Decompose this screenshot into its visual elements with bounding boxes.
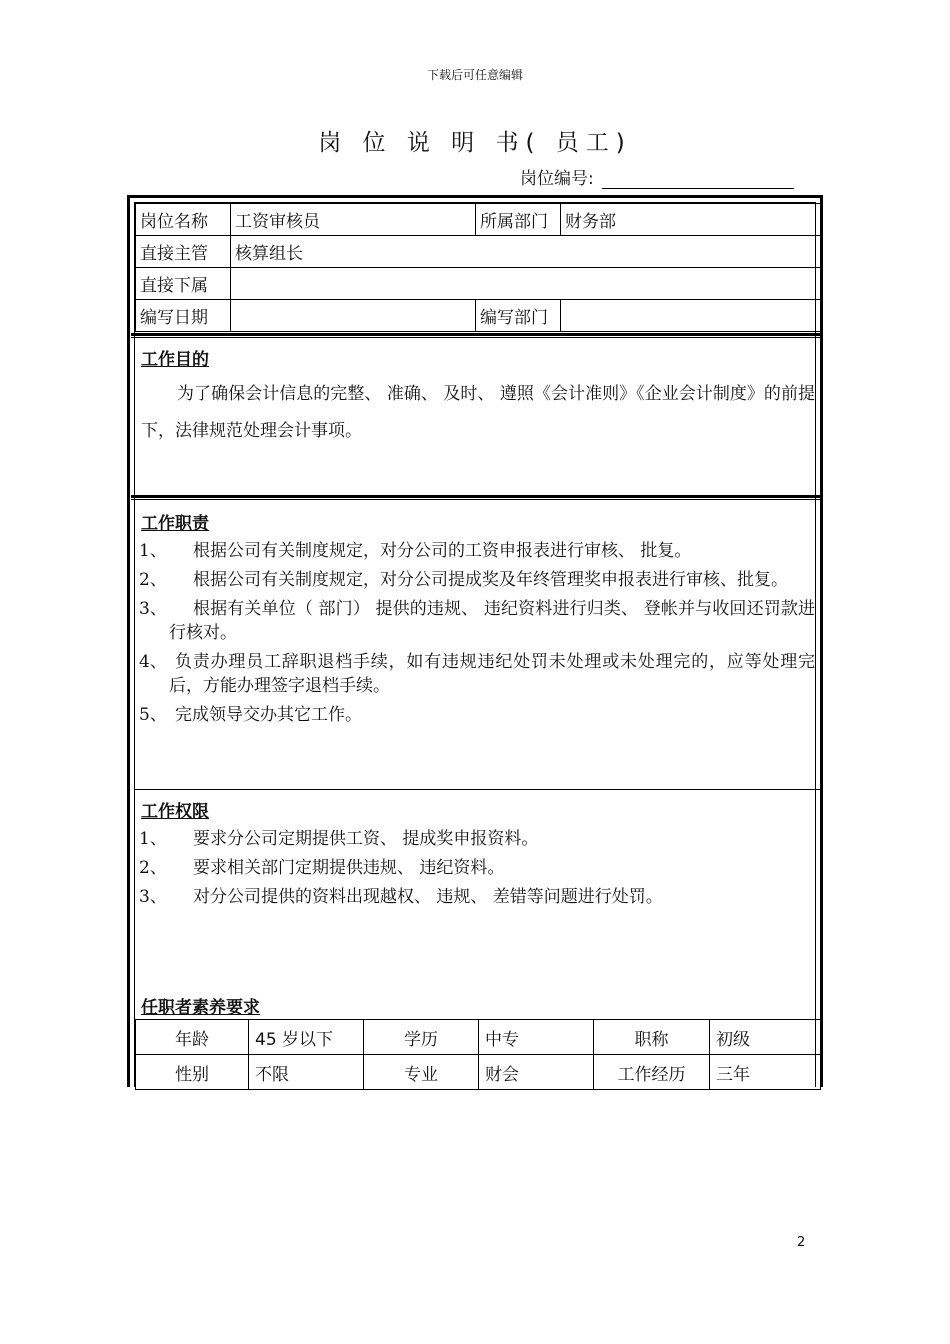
- list-item: 1、 根据公司有关制度规定，对分公司的工资申报表进行审核、 批复。: [139, 541, 692, 561]
- date-label: 编写日期: [136, 300, 231, 332]
- list-item: 3、 对分公司提供的资料出现越权、 违规、 差错等问题进行处罚。: [139, 887, 663, 907]
- document-title: 岗 位 说 明 书( 员工): [318, 130, 632, 156]
- gender-value: 不限: [249, 1055, 364, 1090]
- table-row: [136, 1055, 821, 1090]
- post-number-label: 岗位编号:: [520, 169, 594, 189]
- post-number-field: [520, 164, 794, 189]
- requirements-table: [135, 1019, 821, 1090]
- list-item: 4、 负责办理员工辞职退档手续，如有违规违纪处罚未处理或未处理完的，应等处理完后，方能办理签字退档手续。: [139, 652, 815, 696]
- requirements-title: 任职者素养要求: [141, 998, 260, 1018]
- gender-label: 性别: [136, 1055, 249, 1090]
- dept-label: 所属部门: [476, 204, 561, 236]
- subordinate-value: [231, 268, 821, 300]
- requirements-section: [135, 993, 821, 1018]
- authority-section: [135, 797, 821, 909]
- purpose-title: 工作目的: [141, 350, 209, 370]
- list-item: 2、 根据公司有关制度规定，对分公司提成奖及年终管理奖申报表进行审核、批复。: [139, 570, 788, 590]
- post-name-value: 工资审核员: [231, 204, 476, 236]
- dept-value: 财务部: [561, 204, 821, 236]
- exp-label: 工作经历: [594, 1055, 710, 1090]
- list-item: 3、 根据有关单位（ 部门） 提供的违规、 违纪资料进行归类、 登帐并与收回还罚款进行核对。: [139, 599, 815, 643]
- header-note: 下载后可任意编辑: [426, 68, 523, 82]
- table-row: [136, 1020, 821, 1055]
- list-item: 2、 要求相关部门定期提供违规、 违纪资料。: [139, 858, 505, 878]
- edu-value: 中专: [479, 1020, 594, 1055]
- authority-title: 工作权限: [141, 802, 209, 822]
- major-label: 专业: [364, 1055, 479, 1090]
- writer-dept-label: 编写部门: [476, 300, 561, 332]
- exp-value: 三年: [710, 1055, 821, 1090]
- supervisor-label: 直接主管: [136, 236, 231, 268]
- date-value: [231, 300, 476, 332]
- rank-value: 初级: [710, 1020, 821, 1055]
- purpose-text: 为了确保会计信息的完整、 准确、 及时、 遵照《会计准则》《企业会计制度》的前提下，法律规范处理会计事项。: [141, 384, 815, 441]
- job-description-form: [127, 195, 823, 1087]
- duties-section: [135, 509, 821, 727]
- table-row: [136, 300, 821, 332]
- list-item: 5、 完成领导交办其它工作。: [139, 705, 362, 725]
- duties-title: 工作职责: [141, 514, 209, 534]
- basic-info-table: [135, 203, 821, 332]
- section-divider: [135, 789, 821, 790]
- section-divider: [131, 495, 821, 500]
- writer-dept-value: [561, 300, 821, 332]
- supervisor-value: 核算组长: [231, 236, 821, 268]
- page-number: 2: [797, 1235, 806, 1250]
- post-number-blank: [602, 170, 794, 189]
- rank-label: 职称: [594, 1020, 710, 1055]
- major-value: 财会: [479, 1055, 594, 1090]
- form-inner: [134, 202, 816, 1087]
- age-value: 45 岁以下: [249, 1020, 364, 1055]
- edu-label: 学历: [364, 1020, 479, 1055]
- post-name-label: 岗位名称: [136, 204, 231, 236]
- subordinate-label: 直接下属: [136, 268, 231, 300]
- table-row: [136, 236, 821, 268]
- purpose-section: [135, 345, 821, 450]
- section-divider: [131, 333, 821, 338]
- table-row: [136, 268, 821, 300]
- list-item: 1、 要求分公司定期提供工资、 提成奖申报资料。: [139, 829, 539, 849]
- table-row: [136, 204, 821, 236]
- age-label: 年龄: [136, 1020, 249, 1055]
